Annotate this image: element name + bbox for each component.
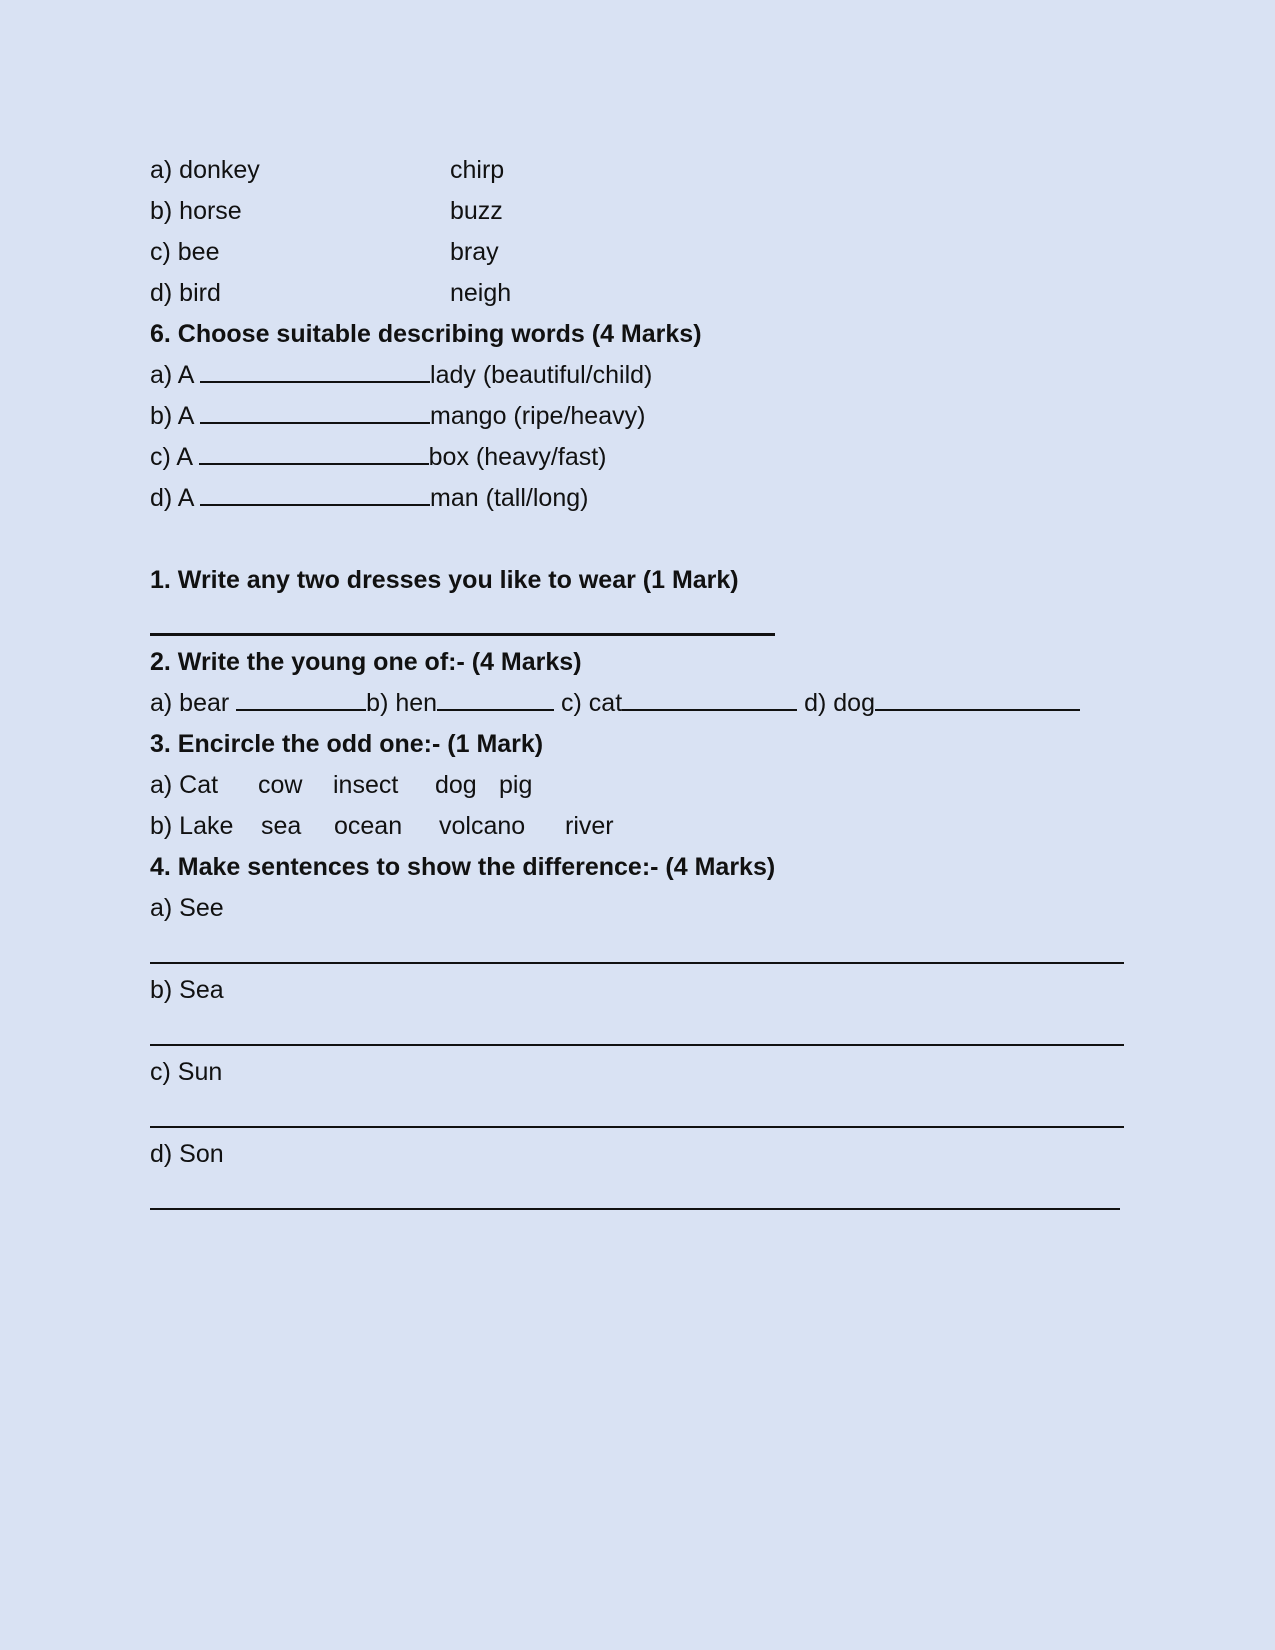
q6-item-suffix: mango (ripe/heavy) [430, 402, 646, 430]
match-left-item: c) bee [150, 238, 220, 266]
answer-blank[interactable] [622, 683, 797, 711]
q3-row [150, 806, 1150, 847]
match-left-item: b) horse [150, 197, 242, 225]
q4-item: c) Sun [150, 1058, 223, 1086]
match-right-item: neigh [450, 279, 512, 307]
answer-blank[interactable] [200, 396, 430, 424]
q4-answer-line[interactable] [150, 1011, 1150, 1052]
q3-word[interactable]: ocean [334, 812, 403, 840]
answer-rule [150, 962, 1124, 964]
answer-rule [150, 633, 775, 636]
answer-rule [150, 1126, 1124, 1128]
q1-answer-line[interactable] [150, 601, 1150, 642]
q4-heading: 4. Make sentences to show the difference:- (4 Marks) [150, 853, 776, 881]
q3-word[interactable]: b) Lake [150, 812, 234, 840]
q6-item [150, 478, 1150, 519]
q3-word[interactable]: volcano [439, 812, 526, 840]
match-row [150, 150, 1150, 191]
q4-answer-line[interactable] [150, 1093, 1150, 1134]
q6-item-prefix: c) A [150, 443, 192, 471]
q1-heading: 1. Write any two dresses you like to wear (1 Mark) [150, 566, 739, 594]
match-row [150, 232, 1150, 273]
q4-item: b) Sea [150, 976, 224, 1004]
q6-item-prefix: b) A [150, 402, 194, 430]
answer-blank[interactable] [200, 478, 430, 506]
answer-blank[interactable] [199, 437, 429, 465]
q4-item: a) See [150, 894, 224, 922]
q3-word[interactable]: dog [435, 771, 477, 799]
q2-item: c) cat [561, 689, 623, 717]
q6-heading: 6. Choose suitable describing words (4 Marks) [150, 320, 702, 348]
q6-item [150, 396, 1150, 437]
q2-item: a) bear [150, 689, 230, 717]
match-row [150, 191, 1150, 232]
q6-item-suffix: box (heavy/fast) [428, 443, 607, 471]
match-row [150, 273, 1150, 314]
match-right-item: buzz [450, 197, 503, 225]
q4-answer-line[interactable] [150, 929, 1150, 970]
q3-heading: 3. Encircle the odd one:- (1 Mark) [150, 730, 544, 758]
answer-rule [150, 1044, 1124, 1046]
q3-word[interactable]: cow [258, 771, 303, 799]
answer-blank[interactable] [236, 683, 366, 711]
q6-item [150, 355, 1150, 396]
match-right-item: chirp [450, 156, 505, 184]
q3-word[interactable]: insect [333, 771, 399, 799]
q6-item-suffix: lady (beautiful/child) [430, 361, 653, 389]
q3-word[interactable]: sea [261, 812, 302, 840]
q6-item-prefix: a) A [150, 361, 194, 389]
q2-heading: 2. Write the young one of:- (4 Marks) [150, 648, 582, 676]
q2-item: d) dog [804, 689, 875, 717]
q6-item-prefix: d) A [150, 484, 194, 512]
q3-word[interactable]: pig [499, 771, 533, 799]
q3-word[interactable]: a) Cat [150, 771, 219, 799]
spacer [150, 519, 1150, 560]
q4-answer-line[interactable] [150, 1175, 1150, 1216]
answer-blank[interactable] [437, 683, 554, 711]
answer-blank[interactable] [875, 683, 1080, 711]
match-left-item: d) bird [150, 279, 221, 307]
q4-item: d) Son [150, 1140, 224, 1168]
q2-item: b) hen [366, 689, 438, 717]
q6-item [150, 437, 1150, 478]
match-right-item: bray [450, 238, 499, 266]
match-left-item: a) donkey [150, 156, 260, 184]
q3-word[interactable]: river [565, 812, 614, 840]
q3-row [150, 765, 1150, 806]
worksheet-page [150, 150, 1150, 1216]
q2-items [150, 683, 1150, 724]
q6-item-suffix: man (tall/long) [430, 484, 589, 512]
answer-blank[interactable] [200, 355, 430, 383]
answer-rule [150, 1208, 1120, 1210]
